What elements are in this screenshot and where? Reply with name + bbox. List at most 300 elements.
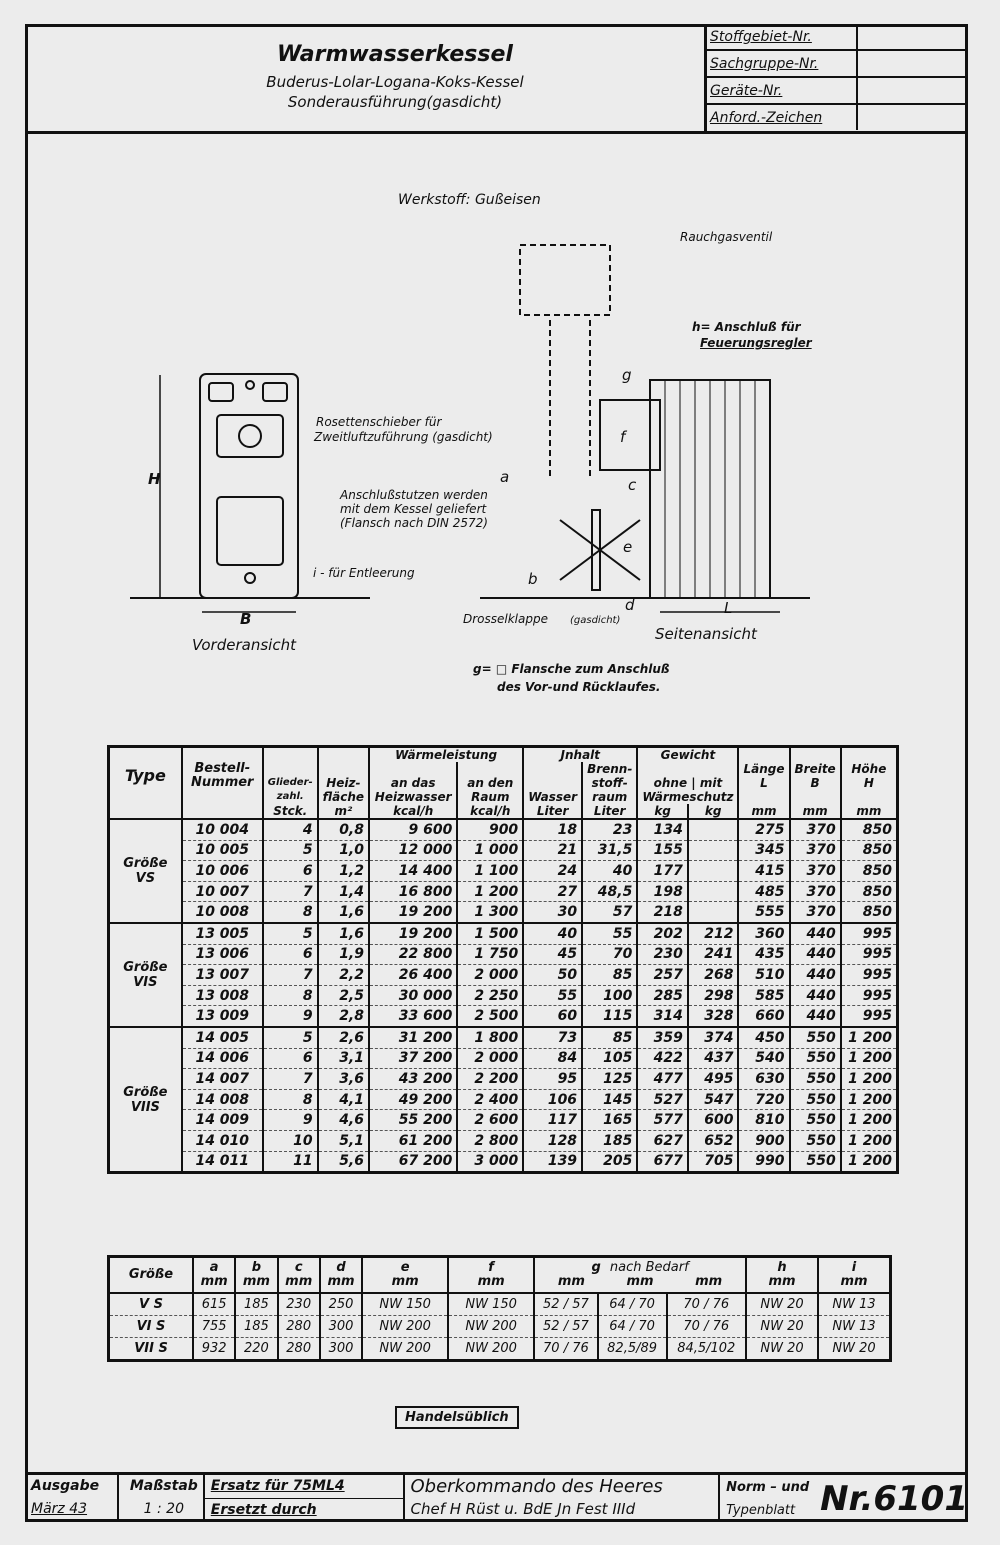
table-cell: 257 [637,965,688,986]
classification-grid [704,24,968,131]
table-cell: 550 [790,1089,841,1110]
table-cell: NW 20 [818,1338,891,1361]
table-row [109,944,898,965]
table-cell: 6 [263,944,318,965]
table-cell: 33 600 [369,1006,457,1027]
header-unit: mm [768,1274,796,1289]
table-cell: 60 [523,1006,582,1027]
table-cell: 2 400 [457,1089,523,1110]
table-cell: 652 [688,1130,739,1151]
table-cell: 900 [457,819,523,840]
table-cell: 527 [637,1089,688,1110]
table-row [109,1338,891,1361]
unit: Stck. [263,804,318,819]
table-cell: 14 006 [182,1048,263,1069]
table-cell: 185 [235,1293,277,1316]
sheet-number: Nr.6101 [820,1478,968,1519]
table-cell: 370 [790,861,841,882]
table-cell: 24 [523,861,582,882]
table-cell: 440 [790,923,841,944]
col-group-weight: Gewicht [637,747,738,763]
table-cell: 10 006 [182,861,263,882]
header-letter: d [336,1260,346,1275]
table-cell: 16 800 [369,881,457,902]
table-cell: 13 006 [182,944,263,965]
table-cell: 932 [193,1338,235,1361]
table-cell: 1 200 [841,1151,898,1173]
header-letter: i [851,1260,857,1275]
table-cell: 440 [790,1006,841,1027]
table-cell: 64 / 70 [598,1293,667,1316]
table-cell: 55 [523,985,582,1006]
unit: Liter [582,804,637,819]
table-cell: NW 20 [746,1293,818,1316]
table-cell: 61 200 [369,1130,457,1151]
table-cell: 73 [523,1027,582,1048]
table-cell: 125 [582,1069,637,1090]
table-row [109,840,898,861]
field-value [858,78,968,103]
table-cell: 85 [582,1027,637,1048]
col-b [235,1257,277,1294]
table-cell: 64 / 70 [598,1316,667,1338]
table-cell: 27 [523,881,582,902]
table-cell: 360 [738,923,789,944]
table-cell: 2 000 [457,965,523,986]
header-unit: mm [477,1274,505,1289]
table-cell: 95 [523,1069,582,1090]
size-cell: VII S [109,1338,194,1361]
table-cell: 8 [263,902,318,923]
table-cell: NW 150 [448,1293,534,1316]
authority-cell [405,1475,721,1522]
table-cell: 1,9 [318,944,369,965]
col-size: Größe [109,1257,194,1294]
table-cell: 485 [738,881,789,902]
table-cell: 43 200 [369,1069,457,1090]
table-cell: 48,5 [582,881,637,902]
table-cell: 241 [688,944,739,965]
table-cell: 437 [688,1048,739,1069]
table-cell: NW 200 [362,1316,448,1338]
table-cell: 14 008 [182,1089,263,1110]
table-cell: 422 [637,1048,688,1069]
callout-throttle-note: (gasdicht) [570,615,621,626]
table-cell: NW 150 [362,1293,448,1316]
table-cell: 14 400 [369,861,457,882]
table-cell: 550 [790,1027,841,1048]
col-water: Wasser [523,762,582,804]
table-cell: 45 [523,944,582,965]
table-cell: 850 [841,840,898,861]
table-cell [688,840,739,861]
table-row [109,923,898,944]
table-cell: 37 200 [369,1048,457,1069]
table-cell: 31,5 [582,840,637,861]
table-row [109,861,898,882]
unit: kcal/h [457,804,523,819]
table-cell: 13 007 [182,965,263,986]
table-cell: 85 [582,965,637,986]
table-cell: 477 [637,1069,688,1090]
table-cell: 300 [320,1338,362,1361]
header-letter: c [294,1260,303,1275]
field-geraete [707,78,968,105]
table-cell: 82,5/89 [598,1338,667,1361]
table-cell: 31 200 [369,1027,457,1048]
table-cell: 8 [263,985,318,1006]
document-title: Warmwasserkessel [277,42,513,67]
dim-header-row [109,1257,891,1294]
header-unit: mm [840,1274,868,1289]
table-cell: 995 [841,944,898,965]
table-cell: 314 [637,1006,688,1027]
unit: kg [637,804,688,819]
table-cell: 2,5 [318,985,369,1006]
table-header-row [109,747,898,763]
callout-h-2: Feuerungsregler [700,336,812,350]
header-unit: mm [391,1274,419,1289]
table-cell: 1,6 [318,902,369,923]
table-cell: 850 [841,881,898,902]
col-f [448,1257,534,1294]
table-cell: 1 200 [841,1130,898,1151]
table-cell: 550 [790,1151,841,1173]
table-cell: 850 [841,819,898,840]
table-cell: 540 [738,1048,789,1069]
col-width: Breite B [790,747,841,805]
table-cell: NW 13 [818,1316,891,1338]
table-cell: 117 [523,1110,582,1131]
table-cell: NW 200 [448,1316,534,1338]
table-cell: 9 [263,1110,318,1131]
table-row [109,1151,898,1173]
table-cell: 1 750 [457,944,523,965]
side-view-label: Seitenansicht [655,625,757,643]
table-cell: 9 [263,1006,318,1027]
table-cell: 268 [688,965,739,986]
callout-throttle: Drosselklappe [463,612,548,626]
table-cell: 40 [582,861,637,882]
table-cell: 10 008 [182,902,263,923]
table-cell: 10 004 [182,819,263,840]
table-cell: 850 [841,861,898,882]
table-cell: 18 [523,819,582,840]
table-cell: 19 200 [369,923,457,944]
table-cell: 185 [582,1130,637,1151]
table-cell: 0,8 [318,819,369,840]
table-cell: 5 [263,923,318,944]
size-cell: V S [109,1293,194,1316]
table-cell: 6 [263,1048,318,1069]
size-cell: VI S [109,1316,194,1338]
dim-label-h: H [148,470,161,488]
table-cell: 630 [738,1069,789,1090]
table-cell: 49 200 [369,1089,457,1110]
table-cell: 185 [235,1316,277,1338]
table-cell: 177 [637,861,688,882]
dim-label-g: g [622,366,632,384]
table-cell: 67 200 [369,1151,457,1173]
table-cell: NW 20 [746,1316,818,1338]
table-cell: 550 [790,1069,841,1090]
table-cell: 5 [263,1027,318,1048]
table-cell: 2,2 [318,965,369,986]
table-cell: 4 [263,819,318,840]
table-cell: 2 800 [457,1130,523,1151]
col-group-heat-output: Wärmeleistung [369,747,523,763]
norm-label-2: Typenblatt [726,1502,796,1518]
table-cell: 6 [263,861,318,882]
table-cell: 220 [235,1338,277,1361]
table-cell: 1 300 [457,902,523,923]
table-row [109,819,898,840]
table-cell: 300 [320,1316,362,1338]
table-cell: 550 [790,1110,841,1131]
scale-label: Maßstab [129,1478,198,1494]
dim-label-d: d [625,596,635,614]
table-cell: 30 [523,902,582,923]
field-stoffgebiet [707,24,968,51]
table-cell: 14 010 [182,1130,263,1151]
unit: Liter [523,804,582,819]
table-cell: 995 [841,985,898,1006]
table-row [109,902,898,923]
unit: kcal/h [369,804,457,819]
table-cell: 280 [278,1316,320,1338]
table-cell: 139 [523,1151,582,1173]
table-cell: 660 [738,1006,789,1027]
table-cell: 10 005 [182,840,263,861]
handelsueblich-stamp: Handelsüblich [395,1406,519,1429]
table-cell: 230 [278,1293,320,1316]
col-heating-area: Heiz-fläche [318,747,369,805]
table-cell: 1,2 [318,861,369,882]
table-cell: 285 [637,985,688,1006]
col-i [818,1257,891,1294]
replaced-by: Ersetzt durch [210,1502,317,1518]
table-cell: 10 [263,1130,318,1151]
table-cell: 40 [523,923,582,944]
table-cell: 198 [637,881,688,902]
table-cell: 105 [582,1048,637,1069]
field-sachgruppe [707,51,968,78]
front-view-label: Vorderansicht [192,636,296,654]
col-length: Länge L [738,747,789,805]
table-cell: 995 [841,965,898,986]
norm-label-1: Norm – und [726,1479,810,1495]
table-cell: 1 200 [841,1027,898,1048]
table-cell: 13 008 [182,985,263,1006]
table-cell: 212 [688,923,739,944]
table-cell: 810 [738,1110,789,1131]
field-label: Geräte-Nr. [707,78,858,103]
col-c [278,1257,320,1294]
table-cell: 230 [637,944,688,965]
boiler-specs-table [107,745,899,1174]
issue-label: Ausgabe [31,1478,100,1494]
table-cell: 145 [582,1089,637,1110]
header-unit: mm [242,1274,270,1289]
table-cell [688,902,739,923]
col-heat-water: an das Heizwasser [369,762,457,804]
col-heat-room: an den Raum [457,762,523,804]
dim-label-c: c [628,476,637,494]
table-cell: 8 [263,1089,318,1110]
header-letter: h [777,1260,787,1275]
table-row [109,1293,891,1316]
table-cell: 22 800 [369,944,457,965]
title-block [25,24,968,134]
table-cell: 134 [637,819,688,840]
table-cell: NW 13 [818,1293,891,1316]
col-h [746,1257,818,1294]
table-cell: 4,6 [318,1110,369,1131]
table-cell: 440 [790,944,841,965]
col-weight-sub: ohne | mit Wärmeschutz [637,762,738,804]
issue-cell [25,1475,119,1522]
dim-label-e: e [623,538,633,556]
field-label: Anford.-Zeichen [707,105,858,130]
table-cell: 495 [688,1069,739,1090]
table-cell: 2 000 [457,1048,523,1069]
unit: m² [318,804,369,819]
table-row [109,1089,898,1110]
field-label: Sachgruppe-Nr. [707,51,858,76]
table-cell: 2,8 [318,1006,369,1027]
table-cell: 627 [637,1130,688,1151]
table-cell: 995 [841,1006,898,1027]
table-cell: 850 [841,902,898,923]
table-cell: 4,1 [318,1089,369,1110]
table-cell: 1 200 [457,881,523,902]
header-unit: mm [285,1274,313,1289]
table-cell: 106 [523,1089,582,1110]
table-cell: 1,4 [318,881,369,902]
col-fuel-space: Brenn-stoff-raum [582,762,637,804]
dim-label-b-width: B [240,610,252,628]
table-cell: 995 [841,923,898,944]
table-cell: 115 [582,1006,637,1027]
field-value [858,24,968,49]
header-unit: mm [200,1274,228,1289]
table-cell: 440 [790,965,841,986]
table-cell: NW 20 [746,1338,818,1361]
table-cell: 202 [637,923,688,944]
table-cell: 415 [738,861,789,882]
table-cell: 70 / 76 [667,1316,746,1338]
table-cell: 2 200 [457,1069,523,1090]
table-cell: 1 200 [841,1048,898,1069]
table-cell: 165 [582,1110,637,1131]
table-units-row [109,804,898,819]
unit: mm [738,804,789,819]
unit: mm [841,804,898,819]
table-cell: 440 [790,985,841,1006]
table-cell: 50 [523,965,582,986]
table-cell: 1 500 [457,923,523,944]
side-view-figure [480,245,810,612]
type-cell: Größe VS [109,819,182,923]
table-cell: 370 [790,902,841,923]
callout-g-1: g= □ Flansche zum Anschluß [473,662,670,676]
table-cell: 450 [738,1027,789,1048]
table-cell: 755 [193,1316,235,1338]
table-cell: 3,6 [318,1069,369,1090]
table-cell: 55 200 [369,1110,457,1131]
table-cell: 1 800 [457,1027,523,1048]
table-cell: 547 [688,1089,739,1110]
table-cell: 70 / 76 [667,1293,746,1316]
scale-value: 1 : 20 [143,1501,184,1517]
table-cell: 1 200 [841,1069,898,1090]
header-letter: b [251,1260,262,1275]
unit [182,804,263,819]
sheet-number-cell [720,1475,968,1522]
table-row [109,1130,898,1151]
type-cell: Größe VIS [109,923,182,1027]
table-cell: 7 [263,881,318,902]
callout-rosette-1: Rosettenschieber für [316,415,442,429]
table-row [109,1069,898,1090]
table-cell: 275 [738,819,789,840]
dim-label-f: f [620,428,626,446]
table-cell: 1 200 [841,1110,898,1131]
field-label: Stoffgebiet-Nr. [707,24,858,49]
boiler-specs-body [109,819,898,1173]
table-cell: 705 [688,1151,739,1173]
table-cell: 14 011 [182,1151,263,1173]
callout-stutzen-3: (Flansch nach DIN 2572) [340,516,488,530]
table-cell: 14 009 [182,1110,263,1131]
table-cell: 3,1 [318,1048,369,1069]
table-cell: 70 [582,944,637,965]
col-group-content: Jnhalt [523,747,637,763]
table-cell: 205 [582,1151,637,1173]
type-cell: Größe VIIS [109,1027,182,1173]
table-cell: 70 / 76 [534,1338,598,1361]
dimensions-body [109,1293,891,1361]
col-sections: Glieder-zahl. [263,747,318,805]
table-cell: 52 / 57 [534,1316,598,1338]
document-variant: Sonderausführung(gasdicht) [287,93,503,111]
table-cell: 128 [523,1130,582,1151]
col-height: Höhe H [841,747,898,805]
table-cell: 280 [278,1338,320,1361]
table-cell: 10 007 [182,881,263,902]
col-g [534,1257,746,1294]
table-cell: 510 [738,965,789,986]
field-value [858,105,968,130]
document-subtitle: Buderus-Lolar-Logana-Koks-Kessel [266,73,524,91]
table-cell: 13 005 [182,923,263,944]
replaces: Ersatz für 75ML4 [205,1475,403,1499]
table-row [109,985,898,1006]
table-row [109,1048,898,1069]
callout-h-1: h= Anschluß für [692,320,801,334]
table-cell: 23 [582,819,637,840]
table-cell: 1 000 [457,840,523,861]
field-value [858,51,968,76]
table-cell: 1 200 [841,1089,898,1110]
header-unit: mm [557,1274,585,1289]
scale-cell [119,1475,205,1522]
header-unit: mm [695,1274,723,1289]
table-cell: 550 [790,1048,841,1069]
table-cell: 720 [738,1089,789,1110]
table-cell: 19 200 [369,902,457,923]
table-cell: 2 250 [457,985,523,1006]
